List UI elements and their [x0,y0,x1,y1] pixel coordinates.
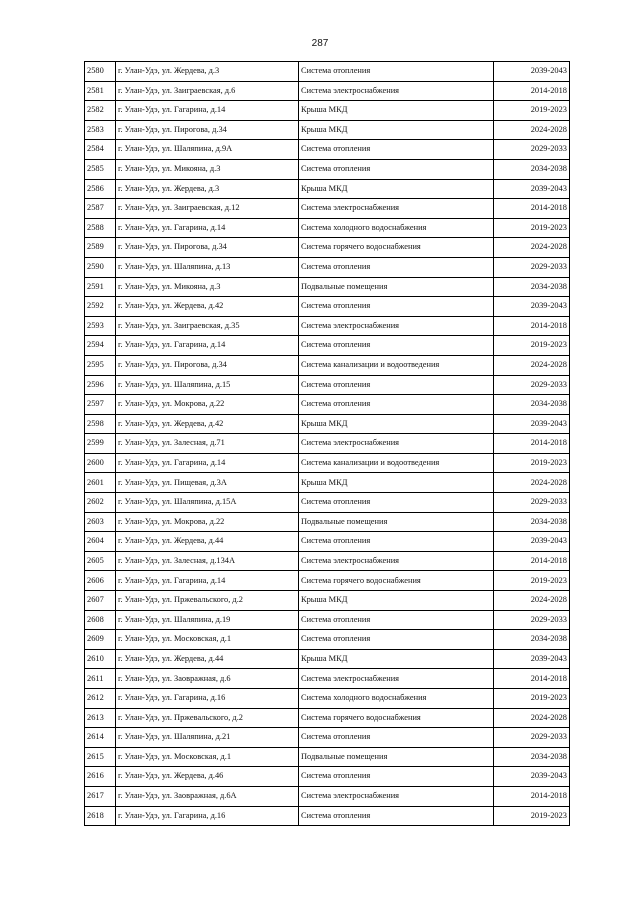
row-system: Система отопления [299,728,494,748]
row-period: 2019-2023 [494,101,570,121]
row-address: г. Улан-Удэ, ул. Заовражная, д.6А [116,786,299,806]
row-system: Система горячего водоснабжения [299,571,494,591]
row-address: г. Улан-Удэ, ул. Пржевальского, д.2 [116,591,299,611]
row-system: Система отопления [299,395,494,415]
row-period: 2034-2038 [494,630,570,650]
row-period: 2014-2018 [494,199,570,219]
row-number: 2599 [85,434,116,454]
row-address: г. Улан-Удэ, ул. Гагарина, д.16 [116,689,299,709]
row-number: 2615 [85,747,116,767]
row-number: 2610 [85,649,116,669]
row-number: 2588 [85,218,116,238]
table-row [85,453,570,473]
table-row [85,218,570,238]
row-address: г. Улан-Удэ, ул. Пищевая, д.3А [116,473,299,493]
row-period: 2039-2043 [494,297,570,317]
row-address: г. Улан-Удэ, ул. Пирогова, д.34 [116,120,299,140]
row-number: 2581 [85,81,116,101]
table-row [85,473,570,493]
table-row [85,728,570,748]
row-system: Система отопления [299,336,494,356]
row-period: 2024-2028 [494,355,570,375]
table-row [85,159,570,179]
row-number: 2612 [85,689,116,709]
row-address: г. Улан-Удэ, ул. Шаляпина, д.19 [116,610,299,630]
row-period: 2024-2028 [494,708,570,728]
row-system: Система отопления [299,630,494,650]
row-address: г. Улан-Удэ, ул. Заиграевская, д.6 [116,81,299,101]
row-system: Система отопления [299,297,494,317]
row-system: Система горячего водоснабжения [299,238,494,258]
row-address: г. Улан-Удэ, ул. Пирогова, д.34 [116,238,299,258]
row-address: г. Улан-Удэ, ул. Пирогова, д.34 [116,355,299,375]
row-number: 2583 [85,120,116,140]
row-number: 2603 [85,512,116,532]
row-address: г. Улан-Удэ, ул. Жердева, д.42 [116,297,299,317]
row-address: г. Улан-Удэ, ул. Жердева, д.44 [116,649,299,669]
row-system: Система отопления [299,806,494,826]
row-address: г. Улан-Удэ, ул. Гагарина, д.14 [116,101,299,121]
row-system: Система отопления [299,532,494,552]
row-period: 2034-2038 [494,395,570,415]
table-row [85,767,570,787]
row-address: г. Улан-Удэ, ул. Жердева, д.46 [116,767,299,787]
row-number: 2609 [85,630,116,650]
table-row [85,316,570,336]
table-row [85,140,570,160]
row-address: г. Улан-Удэ, ул. Шаляпина, д.9А [116,140,299,160]
row-number: 2606 [85,571,116,591]
row-system: Крыша МКД [299,414,494,434]
row-address: г. Улан-Удэ, ул. Микояна, д.3 [116,277,299,297]
registry-table-body [85,62,570,826]
table-row [85,786,570,806]
row-number: 2594 [85,336,116,356]
row-period: 2029-2033 [494,375,570,395]
row-system: Система электроснабжения [299,669,494,689]
row-period: 2019-2023 [494,453,570,473]
table-row [85,571,570,591]
row-number: 2604 [85,532,116,552]
row-period: 2039-2043 [494,767,570,787]
row-system: Система холодного водоснабжения [299,218,494,238]
table-row [85,120,570,140]
row-number: 2617 [85,786,116,806]
row-system: Крыша МКД [299,101,494,121]
row-period: 2014-2018 [494,434,570,454]
row-address: г. Улан-Удэ, ул. Заовражная, д.6 [116,669,299,689]
row-period: 2014-2018 [494,669,570,689]
row-number: 2598 [85,414,116,434]
row-period: 2024-2028 [494,591,570,611]
row-number: 2585 [85,159,116,179]
table-row [85,101,570,121]
table-row [85,355,570,375]
row-number: 2590 [85,257,116,277]
row-period: 2014-2018 [494,551,570,571]
row-period: 2019-2023 [494,571,570,591]
row-number: 2600 [85,453,116,473]
table-row [85,179,570,199]
row-address: г. Улан-Удэ, ул. Пржевальского, д.2 [116,708,299,728]
table-row [85,434,570,454]
row-system: Система канализации и водоотведения [299,453,494,473]
row-address: г. Улан-Удэ, ул. Шаляпина, д.13 [116,257,299,277]
row-number: 2601 [85,473,116,493]
table-row [85,414,570,434]
row-period: 2039-2043 [494,649,570,669]
row-system: Система электроснабжения [299,434,494,454]
row-address: г. Улан-Удэ, ул. Жердева, д.44 [116,532,299,552]
row-period: 2029-2033 [494,140,570,160]
table-row [85,649,570,669]
row-system: Крыша МКД [299,179,494,199]
row-period: 2019-2023 [494,218,570,238]
table-row [85,806,570,826]
row-period: 2019-2023 [494,689,570,709]
table-row [85,62,570,82]
row-number: 2597 [85,395,116,415]
row-number: 2586 [85,179,116,199]
row-period: 2029-2033 [494,728,570,748]
row-period: 2034-2038 [494,277,570,297]
row-address: г. Улан-Удэ, ул. Микояна, д.3 [116,159,299,179]
row-number: 2589 [85,238,116,258]
row-system: Подвальные помещения [299,277,494,297]
row-period: 2024-2028 [494,473,570,493]
row-address: г. Улан-Удэ, ул. Шаляпина, д.21 [116,728,299,748]
row-number: 2580 [85,62,116,82]
table-row [85,747,570,767]
row-period: 2039-2043 [494,414,570,434]
row-system: Система отопления [299,257,494,277]
row-system: Система отопления [299,159,494,179]
row-number: 2605 [85,551,116,571]
row-system: Система холодного водоснабжения [299,689,494,709]
row-number: 2587 [85,199,116,219]
row-system: Система канализации и водоотведения [299,355,494,375]
row-system: Система отопления [299,610,494,630]
row-period: 2039-2043 [494,62,570,82]
row-system: Система электроснабжения [299,786,494,806]
row-period: 2019-2023 [494,336,570,356]
table-row [85,238,570,258]
row-number: 2608 [85,610,116,630]
row-address: г. Улан-Удэ, ул. Заиграевская, д.35 [116,316,299,336]
table-row [85,81,570,101]
row-period: 2034-2038 [494,159,570,179]
row-number: 2613 [85,708,116,728]
table-row [85,336,570,356]
row-period: 2029-2033 [494,610,570,630]
table-row [85,257,570,277]
row-system: Крыша МКД [299,120,494,140]
row-number: 2593 [85,316,116,336]
row-address: г. Улан-Удэ, ул. Заиграевская, д.12 [116,199,299,219]
row-period: 2034-2038 [494,512,570,532]
row-period: 2039-2043 [494,532,570,552]
table-row [85,551,570,571]
row-system: Система отопления [299,493,494,513]
row-address: г. Улан-Удэ, ул. Шаляпина, д.15 [116,375,299,395]
row-number: 2611 [85,669,116,689]
row-system: Система электроснабжения [299,316,494,336]
row-address: г. Улан-Удэ, ул. Гагарина, д.14 [116,571,299,591]
page-number: 287 [311,38,329,49]
table-row [85,630,570,650]
row-number: 2584 [85,140,116,160]
row-system: Крыша МКД [299,591,494,611]
row-number: 2591 [85,277,116,297]
table-row [85,610,570,630]
row-address: г. Улан-Удэ, ул. Гагарина, д.14 [116,218,299,238]
row-address: г. Улан-Удэ, ул. Гагарина, д.14 [116,336,299,356]
table-row [85,669,570,689]
row-number: 2618 [85,806,116,826]
row-period: 2019-2023 [494,806,570,826]
row-system: Система отопления [299,140,494,160]
row-number: 2596 [85,375,116,395]
table-row [85,591,570,611]
row-address: г. Улан-Удэ, ул. Шаляпина, д.15А [116,493,299,513]
table-row [85,532,570,552]
row-address: г. Улан-Удэ, ул. Московская, д.1 [116,747,299,767]
row-system: Подвальные помещения [299,747,494,767]
table-row [85,199,570,219]
row-number: 2582 [85,101,116,121]
row-address: г. Улан-Удэ, ул. Мокрова, д.22 [116,395,299,415]
row-system: Система электроснабжения [299,81,494,101]
row-period: 2029-2033 [494,493,570,513]
row-address: г. Улан-Удэ, ул. Залесная, д.134А [116,551,299,571]
row-address: г. Улан-Удэ, ул. Жердева, д.3 [116,179,299,199]
row-period: 2014-2018 [494,316,570,336]
table-row [85,297,570,317]
table-row [85,689,570,709]
row-period: 2014-2018 [494,786,570,806]
table-row [85,375,570,395]
row-number: 2614 [85,728,116,748]
row-system: Система отопления [299,375,494,395]
table-row [85,512,570,532]
row-period: 2039-2043 [494,179,570,199]
row-address: г. Улан-Удэ, ул. Московская, д.1 [116,630,299,650]
row-number: 2616 [85,767,116,787]
table-row [85,493,570,513]
table-row [85,708,570,728]
row-address: г. Улан-Удэ, ул. Гагарина, д.16 [116,806,299,826]
row-system: Крыша МКД [299,649,494,669]
row-number: 2607 [85,591,116,611]
row-system: Система горячего водоснабжения [299,708,494,728]
row-system: Система отопления [299,62,494,82]
row-number: 2595 [85,355,116,375]
row-system: Система электроснабжения [299,551,494,571]
row-period: 2029-2033 [494,257,570,277]
row-system: Система отопления [299,767,494,787]
registry-table [84,61,570,826]
row-period: 2024-2028 [494,238,570,258]
row-address: г. Улан-Удэ, ул. Жердева, д.42 [116,414,299,434]
row-system: Крыша МКД [299,473,494,493]
row-address: г. Улан-Удэ, ул. Залесная, д.71 [116,434,299,454]
row-period: 2014-2018 [494,81,570,101]
row-system: Система электроснабжения [299,199,494,219]
row-system: Подвальные помещения [299,512,494,532]
row-number: 2602 [85,493,116,513]
table-row [85,277,570,297]
row-address: г. Улан-Удэ, ул. Мокрова, д.22 [116,512,299,532]
table-row [85,395,570,415]
row-address: г. Улан-Удэ, ул. Гагарина, д.14 [116,453,299,473]
row-period: 2034-2038 [494,747,570,767]
row-address: г. Улан-Удэ, ул. Жердева, д.3 [116,62,299,82]
row-number: 2592 [85,297,116,317]
row-period: 2024-2028 [494,120,570,140]
